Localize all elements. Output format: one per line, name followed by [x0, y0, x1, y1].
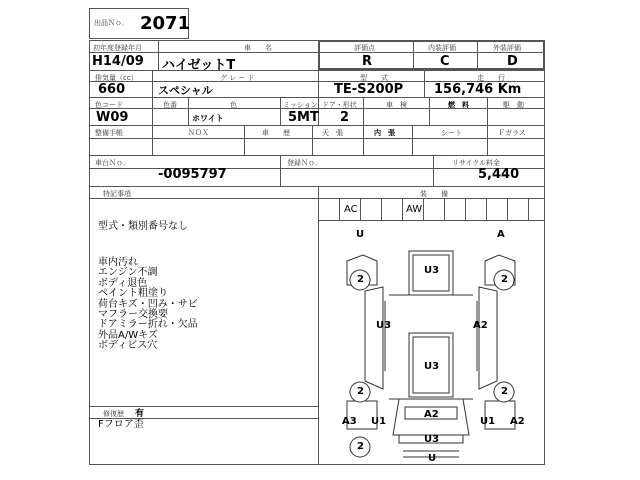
front-glass-label: Ｆガラス — [498, 129, 526, 137]
lot-number: 2071 — [140, 13, 191, 34]
note-item: エンジン不調 — [98, 267, 158, 279]
grade: スペシャル — [158, 84, 213, 97]
diag-front-bottom: U3 — [424, 434, 440, 445]
notes-list — [98, 258, 198, 352]
lot-number-label: 出品Ｎｏ． — [94, 19, 129, 27]
type-note: 型式・類別番号なし — [98, 221, 188, 232]
drive-label: 駆 動 — [503, 101, 524, 109]
notes-header: 特記事項 — [103, 190, 131, 198]
tire-rear-right: 2 — [501, 386, 508, 397]
fuel-label: 燃 料 — [448, 101, 469, 109]
model-type: TE-S200P — [334, 82, 404, 97]
exterior-grade: D — [507, 54, 518, 69]
chassis-label: 車台Ｎｏ． — [95, 159, 130, 167]
registration-label: 登録Ｎｏ． — [287, 159, 322, 167]
diag-fl-a3: A3 — [342, 416, 357, 427]
color-number-label: 色番 — [163, 101, 177, 109]
tire-front-right: 2 — [501, 274, 508, 285]
inspection-label: 車 検 — [386, 101, 407, 109]
color-value: ホワイト — [192, 114, 224, 123]
score-label: 評価点 — [354, 44, 375, 52]
equipment-header: 装 備 — [420, 190, 448, 198]
diag-front-center: A2 — [424, 409, 439, 420]
color-label: 色 — [230, 101, 237, 109]
displacement: 660 — [98, 82, 126, 97]
tire-front-left: 2 — [357, 274, 364, 285]
seat-label: シート — [441, 129, 462, 137]
manual-label: 整備手帳 — [95, 129, 123, 137]
note-item: 車内汚れ — [98, 257, 138, 268]
note-item: 荷台キズ・凹み・サビ — [98, 298, 198, 310]
repair-note: Fフロア歪 — [98, 419, 144, 430]
note-item: マフラー交換要 — [98, 309, 168, 321]
truck-damage-diagram — [319, 221, 545, 465]
repair-label: 修復歴 — [103, 410, 124, 418]
mission-label: ミッション — [283, 101, 318, 109]
tire-rear-left: 2 — [357, 386, 364, 397]
diag-roof: U3 — [424, 265, 440, 276]
mileage-label: 走 行 — [477, 74, 505, 82]
chassis-number: -0095797 — [158, 167, 227, 182]
repair-value: 有 — [135, 409, 145, 419]
model-label: 車 名 — [244, 44, 272, 52]
diag-fr-a2: A2 — [510, 416, 525, 427]
doors-label: ドア・形状 — [322, 101, 357, 109]
diag-right-side: A2 — [473, 320, 488, 331]
model-name: ハイゼットT — [162, 58, 236, 73]
recycle-fee: 5,440 — [478, 167, 520, 182]
diag-left-side: U3 — [376, 320, 392, 331]
equipment-ac: AC — [344, 204, 358, 215]
doors: 2 — [340, 110, 350, 125]
note-item: ボディビス穴 — [98, 340, 158, 352]
note-item: ペイント粗塗り — [98, 288, 168, 300]
recycle-label: リサイクル料金 — [452, 159, 501, 167]
mission: 5MT — [288, 110, 319, 125]
equipment-aw: AW — [406, 204, 423, 215]
note-item: ボディ退色 — [98, 277, 148, 289]
mileage: 156,746 Km — [434, 82, 522, 97]
roof-lining-label: 天 張 — [322, 129, 343, 137]
color-code-label: 色コード — [95, 101, 123, 109]
diag-top-a: A — [497, 229, 505, 240]
note-item: 外品A/Wキズ — [98, 329, 158, 341]
note-item: ドアミラー折れ・欠品 — [98, 319, 198, 331]
color-code: W09 — [96, 110, 129, 125]
tire-spare: 2 — [357, 441, 364, 452]
type-label: 型 式 — [360, 74, 388, 82]
grade-label: グ レ ー ド — [220, 74, 255, 82]
interior-grade: C — [440, 54, 450, 69]
diag-fl-u1: U1 — [371, 416, 387, 427]
exterior-grade-label: 外装評価 — [493, 44, 521, 52]
first-reg: H14/09 — [92, 54, 144, 69]
diag-fr-u1: U1 — [480, 416, 496, 427]
score: R — [362, 54, 373, 69]
interior-grade-label: 内装評価 — [428, 44, 456, 52]
diag-top-u: U — [356, 229, 365, 240]
interior-lining-label: 内 張 — [374, 129, 395, 137]
history-label: 車 歴 — [262, 129, 290, 137]
diag-bottom-u: U — [428, 453, 437, 464]
displacement-label: 排気量（cc） — [95, 74, 138, 82]
nox-label: ＮＯＸ — [188, 129, 209, 137]
diag-bed: U3 — [424, 361, 440, 372]
first-reg-label: 初年度登録年月 — [93, 44, 142, 52]
